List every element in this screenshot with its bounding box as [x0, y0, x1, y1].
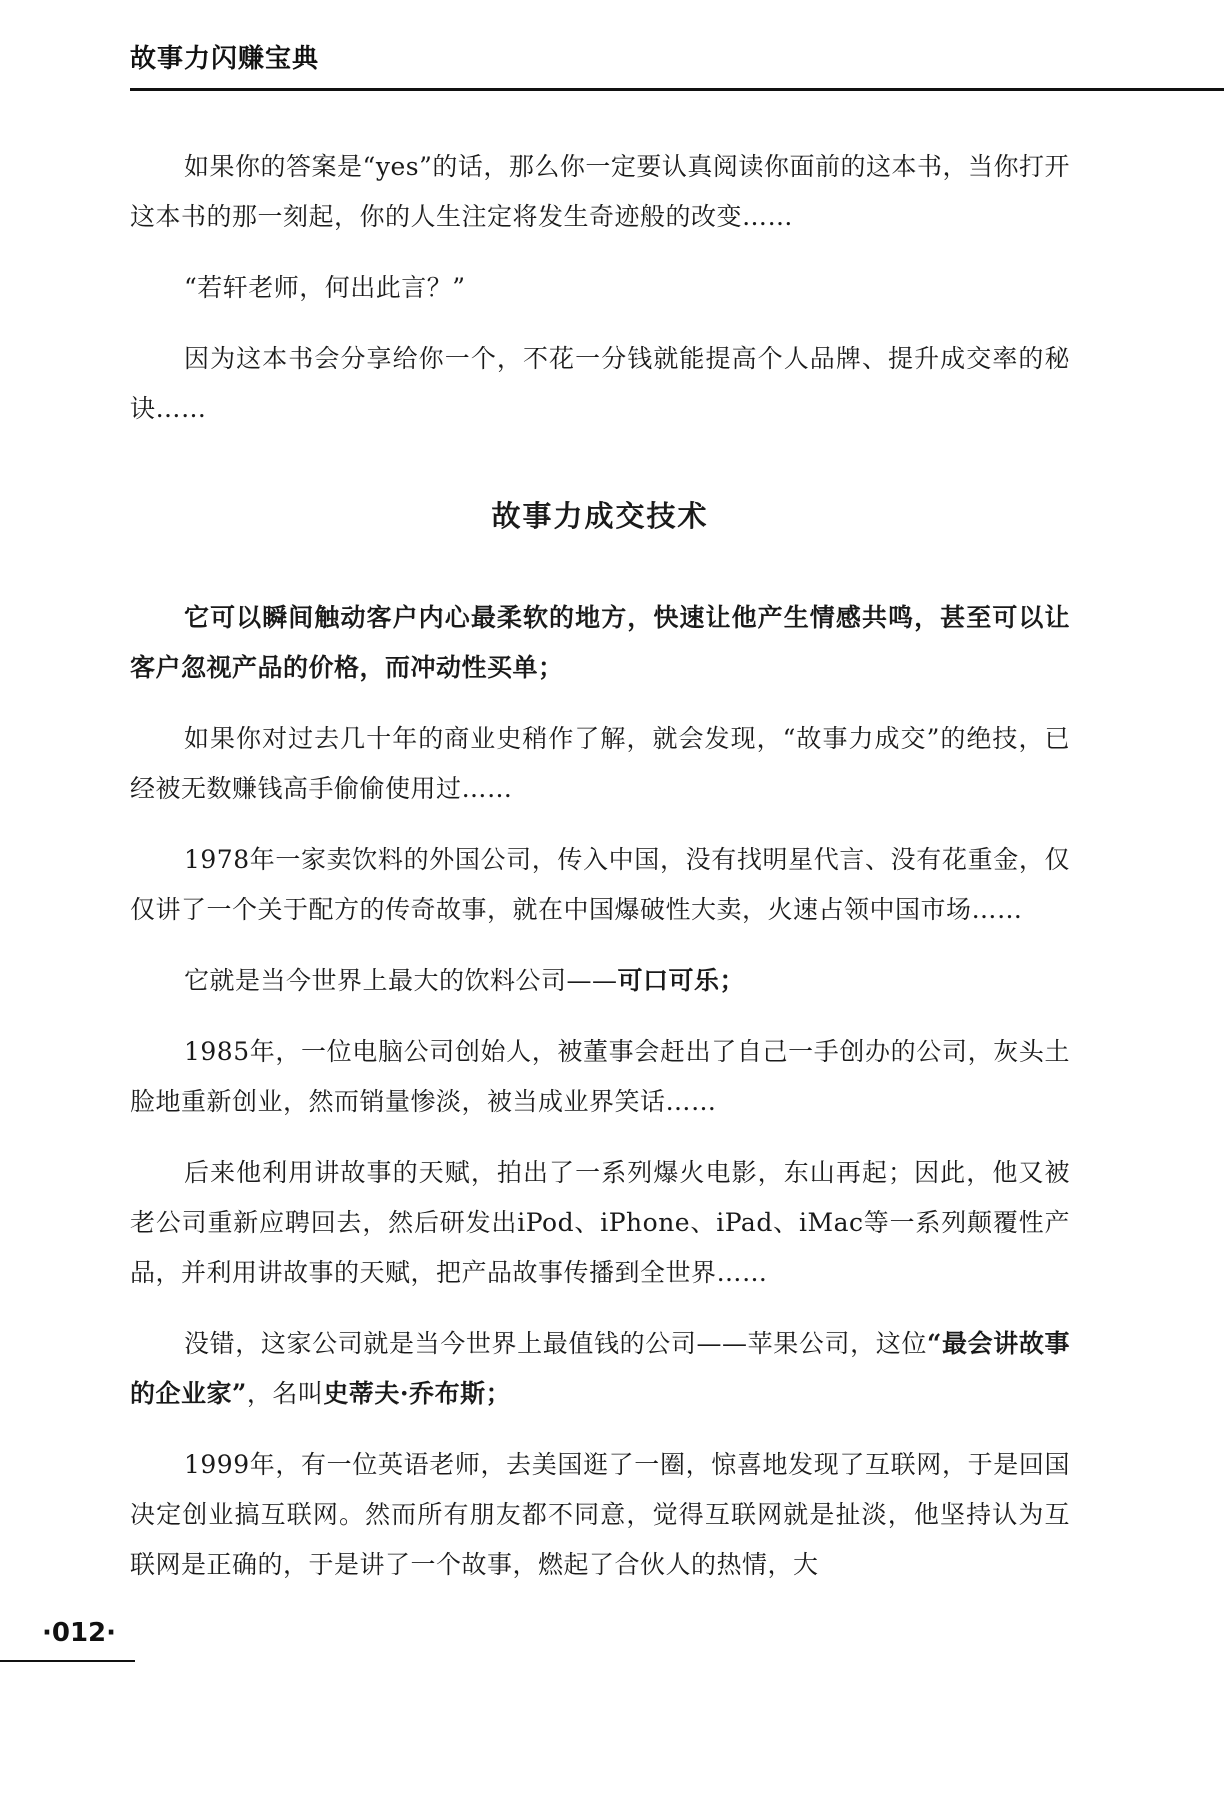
paragraph-3: 因为这本书会分享给你一个，不花一分钱就能提高个人品牌、提升成交率的秘诀…… — [130, 344, 1070, 423]
footer-rule — [0, 1660, 135, 1662]
paragraph-1: 如果你的答案是“yes”的话，那么你一定要认真阅读你面前的这本书，当你打开这本书的那一刻起，你的人生注定将发生奇迹般的改变…… — [130, 152, 1070, 231]
paragraph-11: 1999年，有一位英语老师，去美国逛了一圈，惊喜地发现了互联网，于是回国决定创业搞互联网。然而所有朋友都不同意，觉得互联网就是扯淡，他坚持认为互联网是正确的，于是讲了一个故事，燃起了合伙人的热情，大 — [130, 1450, 1070, 1579]
page-body — [130, 142, 1070, 1590]
paragraph-10 — [130, 1319, 1070, 1419]
paragraph-10-text-a: 没错，这家公司就是当今世界上最值钱的公司——苹果公司，这位 — [184, 1329, 927, 1358]
paragraph-8: 1985年，一位电脑公司创始人，被董事会赶出了自己一手创办的公司，灰头土脸地重新创业，然而销量惨淡，被当成业界笑话…… — [130, 1037, 1070, 1116]
paragraph-2-quote: “若轩老师，何出此言？” — [184, 273, 466, 302]
section-title: 故事力成交技术 — [491, 499, 709, 533]
paragraph-10-text-b: ，名叫 — [246, 1379, 324, 1408]
paragraph-7-text: 它就是当今世界上最大的饮料公司—— — [184, 966, 618, 995]
paragraph-5: 如果你对过去几十年的商业史稍作了解，就会发现，“故事力成交”的绝技，已经被无数赚钱高手偷偷使用过…… — [130, 724, 1070, 803]
paragraph-7-emphasis: 可口可乐； — [617, 966, 746, 995]
paragraph-7 — [130, 956, 1070, 1006]
paragraph-9: 后来他利用讲故事的天赋，拍出了一系列爆火电影，东山再起；因此，他又被老公司重新应聘回去，然后研发出iPod、iPhone、iPad、iMac等一系列颠覆性产品，并利用讲故事的天赋，把产品故事传播到全世界…… — [130, 1158, 1070, 1287]
paragraph-10-emphasis-b: 史蒂夫·乔布斯； — [323, 1379, 512, 1408]
paragraph-10-emphasis-a: “最会讲故事的企业家” — [130, 1329, 1070, 1408]
running-header-title: 故事力闪赚宝典 — [130, 44, 320, 74]
paragraph-6: 1978年一家卖饮料的外国公司，传入中国，没有找明星代言、没有花重金，仅仅讲了一个关于配方的传奇故事，就在中国爆破性大卖，火速占领中国市场…… — [130, 845, 1070, 924]
paragraph-4-bold: 它可以瞬间触动客户内心最柔软的地方，快速让他产生情感共鸣，甚至可以让客户忽视产品的价格，而冲动性买单； — [130, 603, 1070, 682]
page-number: ·012· — [42, 1618, 117, 1648]
header-rule — [130, 88, 1224, 91]
